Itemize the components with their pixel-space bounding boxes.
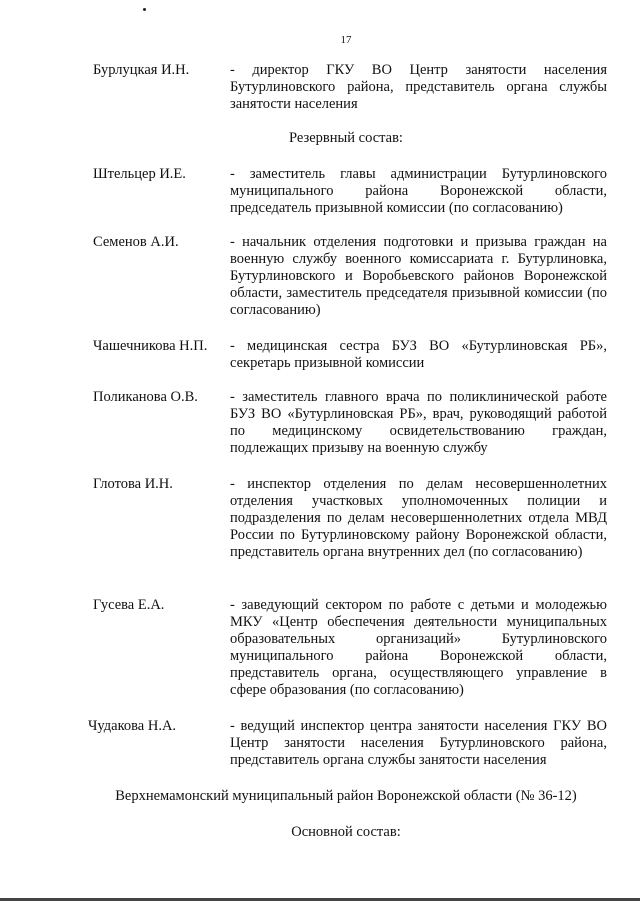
member-name: Поликанова О.В. xyxy=(93,389,198,405)
member-name: Штельцер И.Е. xyxy=(93,166,186,182)
main-composition-heading: Основной состав: xyxy=(291,824,401,840)
member-description: - заведующий сектором по работе с детьми и молодежью МКУ «Центр обеспечения деятельности муниципальных образовательных организаций» Бутурлиновского муниципального района Воронежской области, представитель органа, осуществляющего управление в сфере образования (по согласованию) xyxy=(230,597,607,698)
reserve-heading: Резервный состав: xyxy=(289,130,403,146)
member-name: Чудакова Н.А. xyxy=(88,718,177,734)
member-name: Семенов А.И. xyxy=(93,234,179,250)
district-heading: Верхнемамонский муниципальный район Воронежской области (№ 36-12) xyxy=(115,788,577,804)
member-description: - заместитель главного врача по поликлинической работе БУЗ ВО «Бутурлиновская РБ», врач, руководящий работой по медицинскому освидетельствованию граждан, подлежащих призыву на военную службу xyxy=(230,389,607,456)
member-name: Чашечникова Н.П. xyxy=(93,338,208,354)
page-number: 17 xyxy=(340,34,352,46)
member-description: - начальник отделения подготовки и призыва граждан на военную службу военного комиссариата г. Бутурлиновка, Бутурлиновского и Воробьевского районов Воронежской области, заместитель председателя призывной комиссии (по согласованию) xyxy=(230,234,607,318)
member-name: Глотова И.Н. xyxy=(93,476,173,492)
scan-speck xyxy=(143,8,146,11)
member-description: - заместитель главы администрации Бутурлиновского муниципального района Воронежской области, председатель призывной комиссии (по согласованию) xyxy=(230,166,607,216)
member-name: Бурлуцкая И.Н. xyxy=(93,62,190,78)
member-name: Гусева Е.А. xyxy=(93,597,165,613)
member-description: - медицинская сестра БУЗ ВО «Бутурлиновская РБ», секретарь призывной комиссии xyxy=(230,338,607,371)
member-description: - ведущий инспектор центра занятости населения ГКУ ВО Центр занятости населения Бутурлиновского района, представитель органа службы занятости населения xyxy=(230,718,607,768)
member-description: - инспектор отделения по делам несовершеннолетних отделения участковых уполномоченных полиции и подразделения по делам несовершеннолетних отдела МВД России по Бутурлиновскому району Воронежской области, представитель органа внутренних дел (по согласованию) xyxy=(230,476,607,560)
member-description: - директор ГКУ ВО Центр занятости населения Бутурлиновского района, представитель органа службы занятости населения xyxy=(230,62,607,112)
